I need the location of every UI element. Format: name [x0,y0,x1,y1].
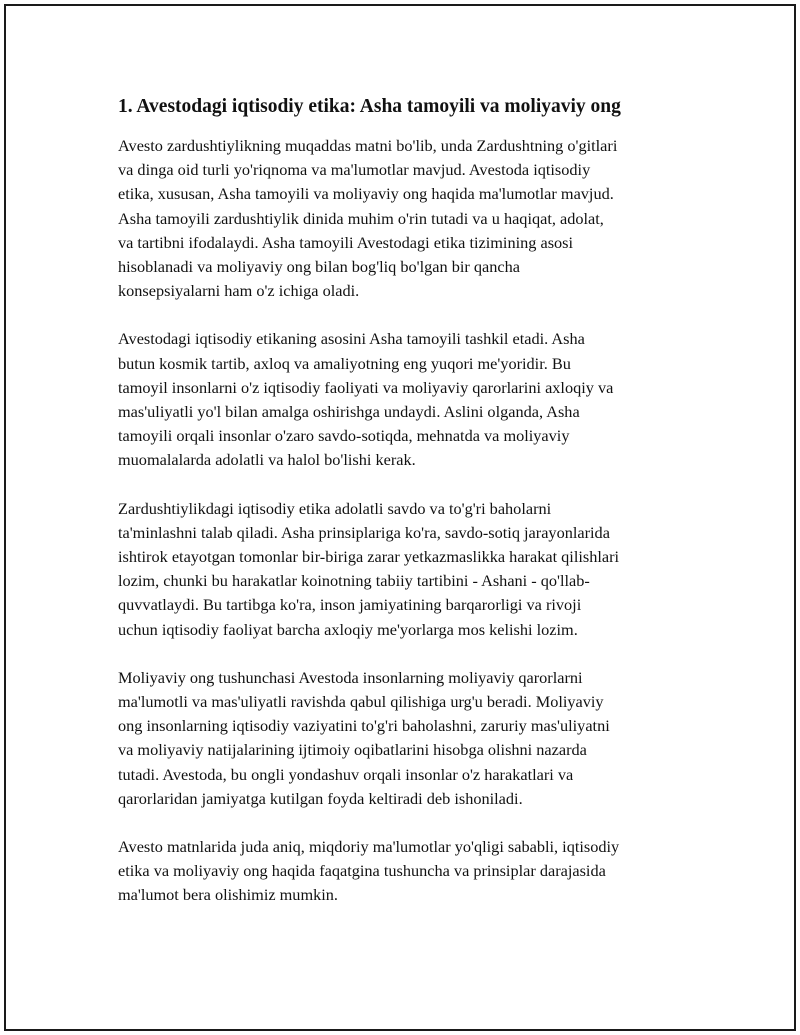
paragraph-line: qarorlaridan jamiyatga kutilgan foyda keltiradi deb ishoniladi. [118,788,523,808]
paragraph-line: hisoblanadi va moliyaviy ong bilan bog'liq bo'lgan bir qancha [118,257,520,277]
paragraph [118,497,688,642]
paragraph-line: Avesto matnlarida juda aniq, miqdoriy ma'lumotlar yo'qligi sababli, iqtisodiy [118,837,620,857]
paragraph-line: butun kosmik tartib, axloq va amaliyotning eng yuqori me'yoridir. Bu [118,353,571,373]
paragraph-list [118,134,688,908]
paragraph [118,134,688,303]
paragraph-line: va tartibni ifodalaydi. Asha tamoyili Avestodagi etika tizimining asosi [118,232,574,252]
paragraph-line: konsepsiyalarni ham o'z ichiga oladi. [118,281,360,301]
paragraph-line: tamoyili orqali insonlar o'zaro savdo-sotiqda, mehnatda va moliyaviy [118,426,570,446]
paragraph-line: uchun iqtisodiy faoliyat barcha axloqiy me'yorlarga mos kelishi lozim. [118,619,578,639]
paragraph-line: va moliyaviy natijalarining ijtimoiy oqibatlarini hisobga olishni nazarda [118,740,587,760]
paragraph-line: etika, xususan, Asha tamoyili va moliyaviy ong haqida ma'lumotlar mavjud. [118,184,614,204]
paragraph-line: ta'minlashni talab qiladi. Asha prinsiplariga ko'ra, savdo-sotiq jarayonlarida [118,522,610,542]
paragraph-line: etika va moliyaviy ong haqida faqatgina tushuncha va prinsiplar darajasida [118,861,606,881]
paragraph-line: ong insonlarning iqtisodiy vaziyatini to'g'ri baholashni, zaruriy mas'uliyatni [118,716,610,736]
paragraph-line: va dinga oid turli yo'riqnoma va ma'lumotlar mavjud. Avestoda iqtisodiy [118,160,591,180]
paragraph-line: muomalalarda adolatli va halol bo'lishi kerak. [118,450,416,470]
paragraph-line: Asha tamoyili zardushtiylik dinida muhim o'rin tutadi va u haqiqat, adolat, [118,208,604,228]
paragraph-line: Avesto zardushtiylikning muqaddas matni bo'lib, unda Zardushtning o'gitlari [118,136,618,155]
paragraph-line: mas'uliyatli yo'l bilan amalga oshirishga undaydi. Aslini olganda, Asha [118,402,580,422]
paragraph-line: Moliyaviy ong tushunchasi Avestoda insonlarning moliyaviy qarorlarni [118,667,583,687]
document-body [118,94,688,932]
paragraph-line: ma'lumotli va mas'uliyatli ravishda qabul qilishiga urg'u beradi. Moliyaviy [118,692,604,712]
paragraph-line: Avestodagi iqtisodiy etikaning asosini Asha tamoyili tashkil etadi. Asha [118,329,585,349]
paragraph-line: ma'lumot bera olishimiz mumkin. [118,885,338,905]
paragraph-line: lozim, chunki bu harakatlar koinotning tabiiy tartibini - Ashani - qo'llab- [118,571,590,591]
paragraph-line: Zardushtiylikdagi iqtisodiy etika adolatli savdo va to'g'ri baholarni [118,498,552,518]
paragraph [118,327,688,472]
paragraph-line: tutadi. Avestoda, bu ongli yondashuv orqali insonlar o'z harakatlari va [118,764,574,784]
section-heading: 1. Avestodagi iqtisodiy etika: Asha tamoyili va moliyaviy ong [118,96,621,117]
paragraph [118,835,688,908]
paragraph [118,666,688,811]
paragraph-line: ishtirok etayotgan tomonlar bir-biriga zarar yetkazmaslikka harakat qilishlari [118,547,620,567]
paragraph-line: quvvatlaydi. Bu tartibga ko'ra, inson jamiyatining barqarorligi va rivoji [118,595,582,615]
paragraph-line: tamoyil insonlarni o'z iqtisodiy faoliyati va moliyaviy qarorlarini axloqiy va [118,377,614,397]
